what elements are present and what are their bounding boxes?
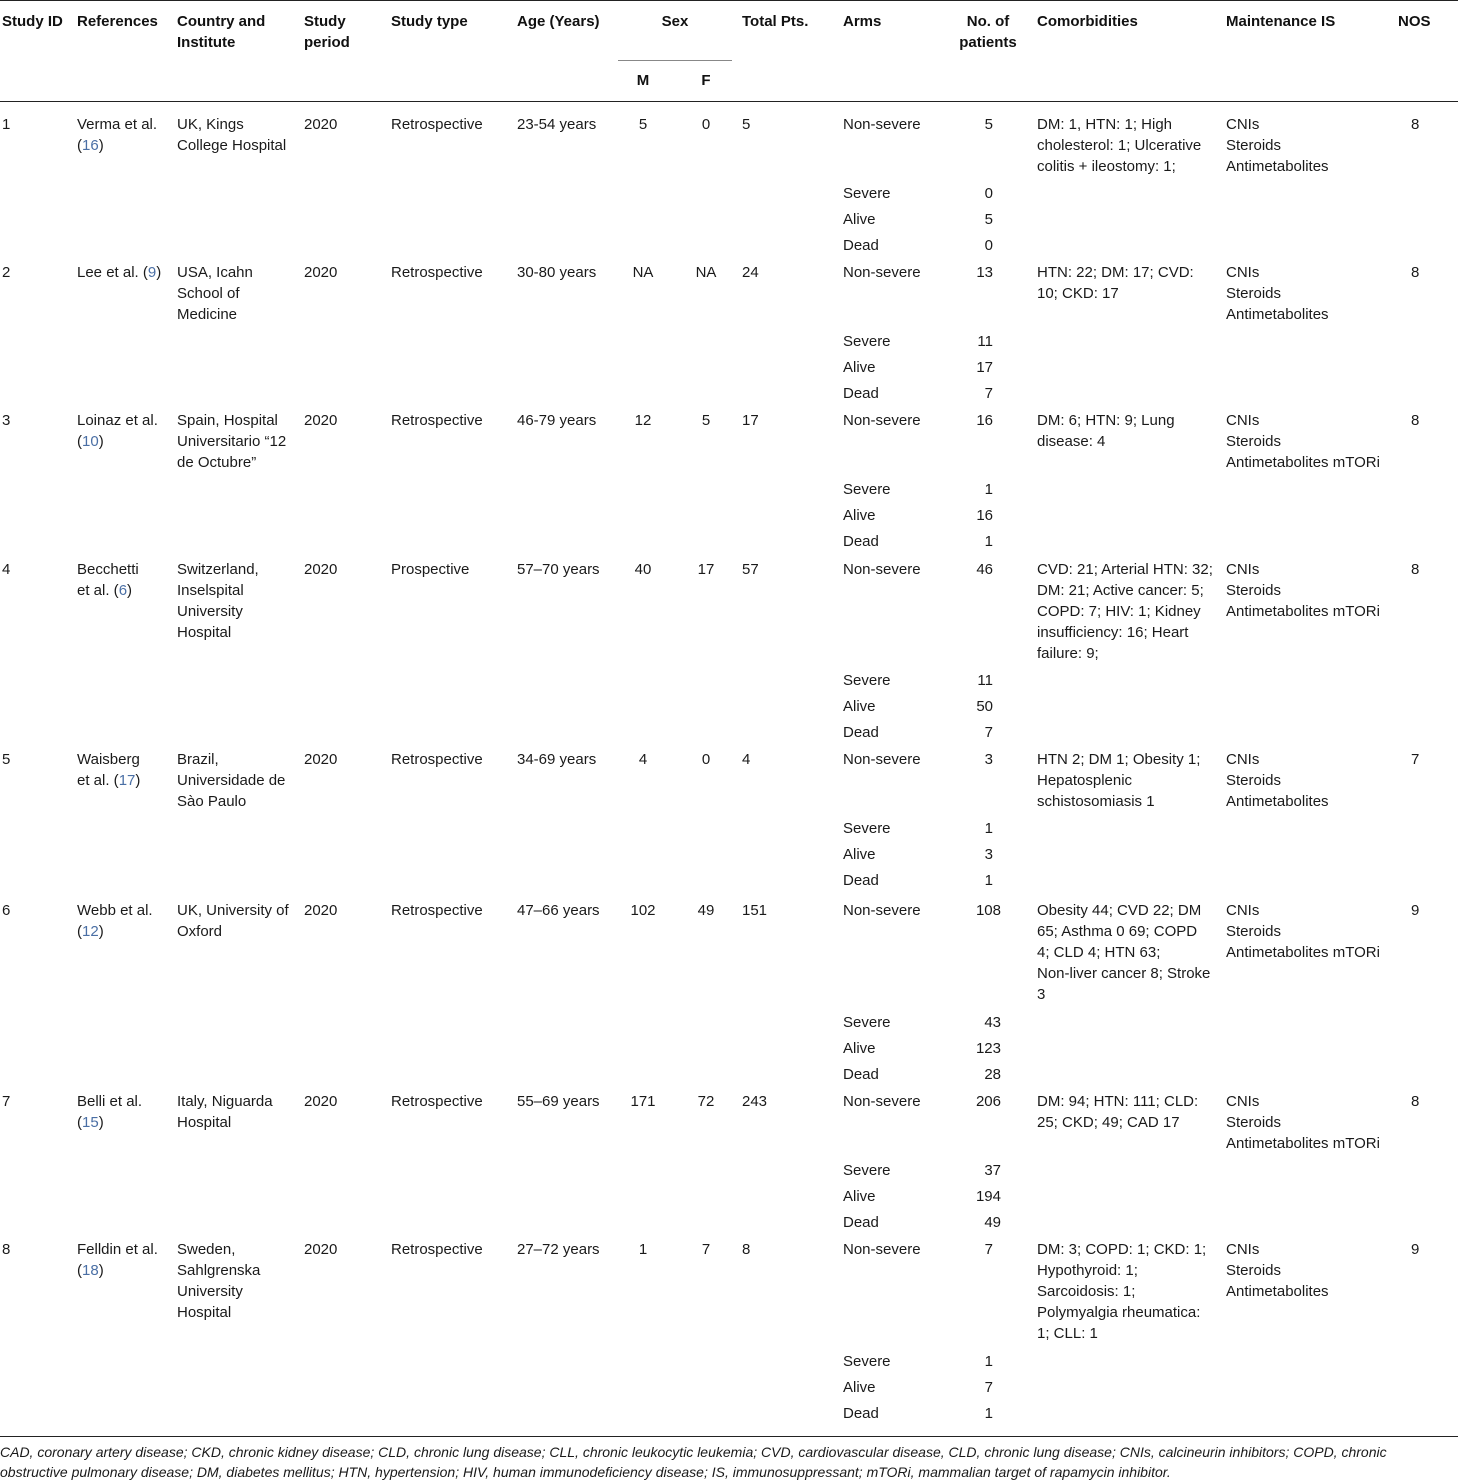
- table-top-rule: [0, 0, 1458, 1]
- cell-total: 151: [742, 902, 768, 919]
- cell-patients: 194: [975, 1188, 1001, 1205]
- cell-age: 30-80 years: [517, 264, 597, 281]
- cell-maintenance-is: CNIs Steroids Antimetabolites mTORi: [1226, 902, 1380, 961]
- reference-authors: Belli et al. (: [77, 1093, 143, 1131]
- cell-country: Switzerland, Inselspital University Hospital: [177, 561, 259, 641]
- cell-type: Retrospective: [391, 116, 483, 133]
- cell-total: 17: [742, 412, 759, 429]
- cell-reference: Loinaz et al. (10): [77, 412, 158, 450]
- cell-age: 47–66 years: [517, 902, 600, 919]
- cell-patients: 108: [975, 902, 1001, 919]
- cell-sex-f: 17: [697, 561, 715, 578]
- cell-study-id: 6: [2, 902, 11, 919]
- cell-arm: Non-severe: [843, 412, 921, 429]
- reference-link[interactable]: 17: [118, 772, 136, 789]
- cell-patients: 1: [984, 1405, 993, 1422]
- header-no-of-patients: No. of patients: [959, 13, 1017, 51]
- cell-sex-m: 5: [638, 116, 648, 133]
- header-sex-m: M: [636, 72, 650, 89]
- cell-patients: 7: [984, 724, 993, 741]
- reference-authors: Felldin et al. (: [77, 1241, 158, 1279]
- cell-sex-f: 49: [697, 902, 715, 919]
- header-country: Country and Institute: [177, 13, 266, 51]
- cell-arm: Alive: [843, 359, 876, 376]
- cell-sex-f: 0: [701, 116, 711, 133]
- cell-period: 2020: [304, 1093, 338, 1110]
- cell-study-id: 5: [2, 751, 11, 768]
- cell-arm: Alive: [843, 1188, 876, 1205]
- cell-arm: Dead: [843, 385, 879, 402]
- cell-arm: Severe: [843, 1162, 891, 1179]
- cell-country: UK, Kings College Hospital: [177, 116, 287, 154]
- cell-period: 2020: [304, 751, 338, 768]
- cell-maintenance-is: CNIs Steroids Antimetabolites: [1226, 264, 1329, 323]
- cell-patients: 43: [984, 1014, 1001, 1031]
- cell-patients: 7: [984, 1241, 993, 1258]
- header-total: Total Pts.: [742, 13, 809, 30]
- cell-reference: Felldin et al. (18): [77, 1241, 158, 1279]
- cell-study-id: 7: [2, 1093, 11, 1110]
- cell-comorbidities: Obesity 44; CVD 22; DM 65; Asthma 0 69; COPD 4; CLD 4; HTN 63; Non-liver cancer 8; Stroke 3: [1037, 902, 1211, 1003]
- cell-arm: Severe: [843, 1014, 891, 1031]
- reference-link[interactable]: 9: [147, 264, 157, 281]
- cell-type: Retrospective: [391, 264, 483, 281]
- cell-nos: 8: [1411, 264, 1420, 281]
- cell-patients: 11: [977, 333, 993, 350]
- cell-sex-f: NA: [695, 264, 717, 281]
- sex-header-underline: [618, 60, 732, 61]
- cell-arm: Dead: [843, 724, 879, 741]
- header-references: References: [77, 13, 158, 30]
- cell-sex-m: 1: [638, 1241, 648, 1258]
- cell-patients: 37: [984, 1162, 1001, 1179]
- cell-sex-m: 171: [630, 1093, 656, 1110]
- cell-country: USA, Icahn School of Medicine: [177, 264, 253, 323]
- header-maintenance-is: Maintenance IS: [1226, 13, 1336, 30]
- cell-patients: 49: [984, 1214, 1001, 1231]
- header-comorbidities: Comorbidities: [1037, 13, 1138, 30]
- reference-link[interactable]: 16: [82, 137, 99, 154]
- reference-authors: Lee et al. (: [77, 264, 148, 281]
- cell-arm: Non-severe: [843, 116, 921, 133]
- cell-patients: 3: [984, 751, 993, 768]
- cell-arm: Non-severe: [843, 1093, 921, 1110]
- cell-age: 23-54 years: [517, 116, 597, 133]
- cell-country: UK, University of Oxford: [177, 902, 289, 940]
- cell-patients: 28: [984, 1066, 1001, 1083]
- cell-nos: 9: [1411, 1241, 1420, 1258]
- cell-nos: 9: [1411, 902, 1420, 919]
- cell-comorbidities: DM: 6; HTN: 9; Lung disease: 4: [1037, 412, 1175, 450]
- cell-patients: 1: [984, 481, 993, 498]
- cell-comorbidities: CVD: 21; Arterial HTN: 32; DM: 21; Active cancer: 5; COPD: 7; HIV: 1; Kidney insufficiency: 16; Heart failure: 9;: [1037, 561, 1213, 662]
- cell-arm: Alive: [843, 698, 876, 715]
- cell-sex-f: 0: [701, 751, 711, 768]
- header-age: Age (Years): [517, 13, 600, 30]
- cell-arm: Dead: [843, 533, 879, 550]
- cell-study-id: 3: [2, 412, 11, 429]
- cell-maintenance-is: CNIs Steroids Antimetabolites: [1226, 116, 1329, 175]
- cell-reference: Verma et al. (16): [77, 116, 158, 154]
- cell-total: 24: [742, 264, 759, 281]
- cell-comorbidities: HTN 2; DM 1; Obesity 1; Hepatosplenic schistosomiasis 1: [1037, 751, 1201, 810]
- header-study-id: Study ID: [2, 13, 63, 30]
- reference-link[interactable]: 6: [118, 582, 128, 599]
- cell-patients: 7: [984, 1379, 993, 1396]
- cell-patients: 1: [984, 820, 993, 837]
- cell-arm: Severe: [843, 481, 891, 498]
- header-bottom-rule: [0, 101, 1458, 102]
- cell-type: Retrospective: [391, 412, 483, 429]
- cell-arm: Non-severe: [843, 902, 921, 919]
- cell-comorbidities: HTN: 22; DM: 17; CVD: 10; CKD: 17: [1037, 264, 1194, 302]
- cell-arm: Non-severe: [843, 751, 921, 768]
- reference-link[interactable]: 10: [82, 433, 99, 450]
- cell-country: Sweden, Sahlgrenska University Hospital: [177, 1241, 261, 1321]
- reference-authors: Waisberg et al. (: [77, 751, 140, 789]
- cell-arm: Non-severe: [843, 561, 921, 578]
- cell-patients: 1: [984, 533, 993, 550]
- cell-patients: 13: [976, 264, 993, 281]
- cell-nos: 8: [1411, 1093, 1420, 1110]
- cell-nos: 8: [1411, 561, 1420, 578]
- cell-arm: Non-severe: [843, 264, 921, 281]
- cell-total: 57: [742, 561, 759, 578]
- cell-patients: 123: [975, 1040, 1001, 1057]
- cell-patients: 0: [984, 185, 993, 202]
- cell-type: Retrospective: [391, 1093, 483, 1110]
- reference-authors: Webb et al. (: [77, 902, 153, 940]
- cell-sex-m: 12: [634, 412, 652, 429]
- cell-patients: 5: [984, 211, 993, 228]
- reference-link[interactable]: 12: [82, 923, 99, 940]
- cell-country: Brazil, Universidade de Sào Paulo: [177, 751, 286, 810]
- cell-patients: 206: [975, 1093, 1001, 1110]
- cell-nos: 8: [1411, 412, 1420, 429]
- header-study-period: Study period: [304, 13, 350, 51]
- cell-nos: 7: [1411, 751, 1420, 768]
- cell-reference: Belli et al. (15): [77, 1093, 143, 1131]
- cell-comorbidities: DM: 1, HTN: 1; High cholesterol: 1; Ulcerative colitis + ileostomy: 1;: [1037, 116, 1202, 175]
- cell-patients: 16: [976, 507, 993, 524]
- cell-age: 55–69 years: [517, 1093, 600, 1110]
- cell-period: 2020: [304, 264, 338, 281]
- cell-study-id: 8: [2, 1241, 11, 1258]
- cell-period: 2020: [304, 561, 338, 578]
- cell-age: 57–70 years: [517, 561, 600, 578]
- reference-link[interactable]: 18: [82, 1262, 99, 1279]
- cell-period: 2020: [304, 116, 338, 133]
- cell-period: 2020: [304, 1241, 338, 1258]
- cell-total: 5: [742, 116, 751, 133]
- cell-reference: Webb et al. (12): [77, 902, 153, 940]
- cell-patients: 5: [984, 116, 993, 133]
- cell-arm: Non-severe: [843, 1241, 921, 1258]
- cell-period: 2020: [304, 412, 338, 429]
- cell-age: 27–72 years: [517, 1241, 600, 1258]
- cell-patients: 50: [976, 698, 993, 715]
- cell-arm: Alive: [843, 507, 876, 524]
- cell-period: 2020: [304, 902, 338, 919]
- table-footnote: CAD, coronary artery disease; CKD, chronic kidney disease; CLD, chronic lung disease; CLL, chronic leukocytic leukemia; CVD, cardiovascular disease, CLD, chronic lung disease; CNIs, calcineurin inhibitors; COPD, chronic obstructive pulmonary disease; DM, diabetes mellitus; HTN, hypertension; HIV, human immunodeficiency disease; IS, immunosuppressant; mTORi, mammalian target of rapamycin inhibitor.: [0, 1444, 1387, 1480]
- cell-arm: Alive: [843, 1040, 876, 1057]
- cell-reference: Becchetti et al. (6): [77, 561, 139, 599]
- cell-maintenance-is: CNIs Steroids Antimetabolites mTORi: [1226, 1093, 1380, 1152]
- cell-patients: 46: [976, 561, 993, 578]
- cell-patients: 1: [984, 872, 993, 889]
- cell-arm: Dead: [843, 1066, 879, 1083]
- cell-study-id: 4: [2, 561, 11, 578]
- cell-arm: Dead: [843, 1214, 879, 1231]
- cell-patients: 7: [984, 385, 993, 402]
- cell-arm: Dead: [843, 872, 879, 889]
- cell-reference: Lee et al. (9): [77, 264, 162, 281]
- cell-patients: 0: [984, 237, 993, 254]
- cell-arm: Severe: [843, 1353, 891, 1370]
- cell-patients: 3: [984, 846, 993, 863]
- cell-country: Italy, Niguarda Hospital: [177, 1093, 273, 1131]
- cell-comorbidities: DM: 3; COPD: 1; CKD: 1; Hypothyroid: 1; Sarcoidosis: 1; Polymyalgia rheumatica: 1; CLL: 1: [1037, 1241, 1207, 1342]
- cell-total: 8: [742, 1241, 751, 1258]
- cell-sex-f: 7: [701, 1241, 711, 1258]
- cell-arm: Alive: [843, 846, 876, 863]
- cell-sex-m: NA: [632, 264, 654, 281]
- cell-maintenance-is: CNIs Steroids Antimetabolites: [1226, 1241, 1329, 1300]
- cell-total: 4: [742, 751, 751, 768]
- cell-type: Prospective: [391, 561, 470, 578]
- cell-sex-f: 72: [697, 1093, 715, 1110]
- cell-sex-f: 5: [701, 412, 711, 429]
- table-bottom-rule: [0, 1436, 1458, 1437]
- reference-authors: Loinaz et al. (: [77, 412, 158, 450]
- header-study-type: Study type: [391, 13, 468, 30]
- cell-maintenance-is: CNIs Steroids Antimetabolites: [1226, 751, 1329, 810]
- cell-sex-m: 102: [630, 902, 656, 919]
- cell-total: 243: [742, 1093, 768, 1110]
- cell-sex-m: 4: [638, 751, 648, 768]
- cell-arm: Severe: [843, 672, 891, 689]
- cell-arm: Severe: [843, 820, 891, 837]
- cell-patients: 11: [977, 672, 993, 689]
- cell-type: Retrospective: [391, 902, 483, 919]
- cell-patients: 1: [984, 1353, 993, 1370]
- cell-type: Retrospective: [391, 1241, 483, 1258]
- cell-nos: 8: [1411, 116, 1420, 133]
- cell-age: 46-79 years: [517, 412, 597, 429]
- cell-age: 34-69 years: [517, 751, 597, 768]
- cell-study-id: 1: [2, 116, 11, 133]
- cell-patients: 17: [976, 359, 993, 376]
- cell-patients: 16: [976, 412, 993, 429]
- reference-authors: Verma et al. (: [77, 116, 158, 154]
- reference-link[interactable]: 15: [82, 1114, 99, 1131]
- header-nos: NOS: [1398, 13, 1431, 30]
- cell-sex-m: 40: [634, 561, 652, 578]
- header-arms: Arms: [843, 13, 882, 30]
- cell-arm: Severe: [843, 333, 891, 350]
- cell-arm: Dead: [843, 237, 879, 254]
- cell-type: Retrospective: [391, 751, 483, 768]
- cell-reference: Waisberg et al. (17): [77, 751, 141, 789]
- header-sex-f: F: [701, 72, 711, 89]
- cell-maintenance-is: CNIs Steroids Antimetabolites mTORi: [1226, 412, 1380, 471]
- header-sex: Sex: [661, 13, 689, 30]
- cell-arm: Alive: [843, 211, 876, 228]
- cell-arm: Severe: [843, 185, 891, 202]
- cell-study-id: 2: [2, 264, 11, 281]
- cell-arm: Alive: [843, 1379, 876, 1396]
- reference-authors: Becchetti et al. (: [77, 561, 139, 599]
- cell-comorbidities: DM: 94; HTN: 111; CLD: 25; CKD; 49; CAD 17: [1037, 1093, 1199, 1131]
- cell-arm: Dead: [843, 1405, 879, 1422]
- cell-country: Spain, Hospital Universitario “12 de Octubre”: [177, 412, 287, 471]
- cell-maintenance-is: CNIs Steroids Antimetabolites mTORi: [1226, 561, 1380, 620]
